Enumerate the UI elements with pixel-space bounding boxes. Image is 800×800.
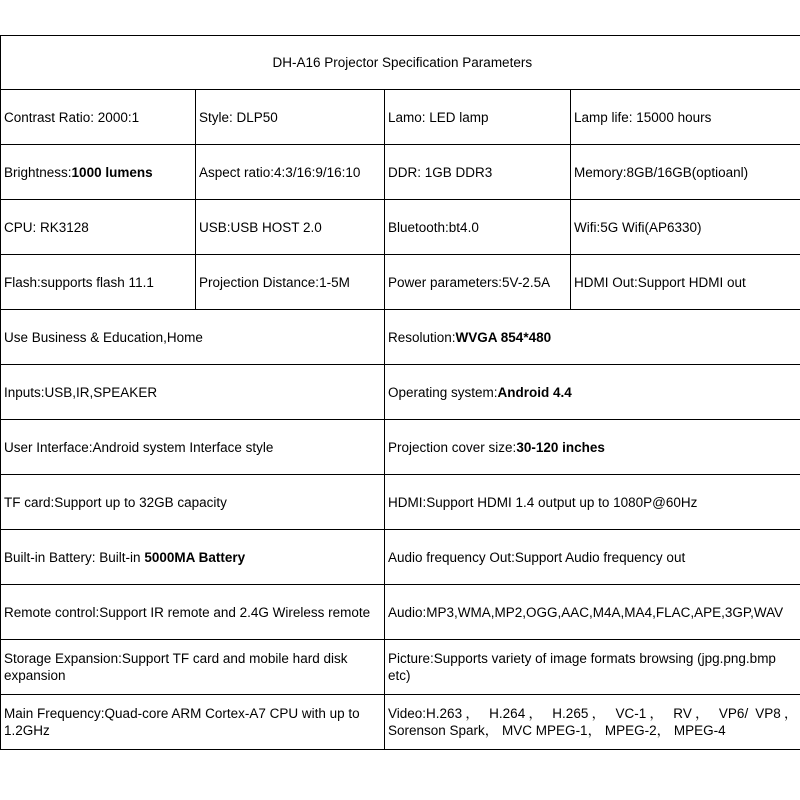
spec-label: Remote control:	[4, 604, 100, 620]
spec-label: Picture:	[388, 651, 434, 666]
spec-lamp-life	[571, 90, 800, 145]
spec-wifi	[571, 200, 800, 255]
spec-value: Support IR remote and 2.4G Wireless remote	[99, 604, 371, 620]
spec-brightness	[1, 145, 196, 200]
spec-label: Wifi:	[574, 219, 601, 235]
spec-value: 4:3/16:9/16:10	[274, 164, 361, 180]
spec-aspect-ratio	[196, 145, 385, 200]
spec-value: USB,IR,SPEAKER	[44, 384, 158, 400]
spec-value: DLP50	[236, 109, 278, 125]
spec-label: Bluetooth:	[388, 219, 449, 235]
spec-label: USB:	[199, 219, 231, 235]
spec-value: Support HDMI 1.4 output up to 1080P@60Hz	[426, 494, 698, 510]
spec-label: Storage Expansion:	[4, 651, 122, 666]
spec-value: RK3128	[40, 219, 89, 235]
spec-value: 1-5M	[319, 274, 350, 290]
spec-power	[385, 255, 571, 310]
spec-value: 15000 hours	[636, 109, 712, 125]
spec-contrast-ratio	[1, 90, 196, 145]
spec-label: Inputs:	[4, 384, 45, 400]
spec-audio-out	[385, 530, 800, 585]
spec-resolution	[385, 310, 800, 365]
spec-audio	[385, 585, 800, 640]
spec-use	[1, 310, 385, 365]
spec-label: HDMI Out:	[574, 274, 638, 290]
spec-user-interface	[1, 420, 385, 475]
spec-projection-distance	[196, 255, 385, 310]
spec-tf-card	[1, 475, 385, 530]
table-row	[1, 145, 800, 200]
spec-value: WVGA 854*480	[455, 329, 552, 345]
spec-label: Contrast Ratio:	[4, 109, 98, 125]
spec-picture	[385, 640, 800, 695]
spec-value: 5V-2.5A	[502, 274, 551, 290]
spec-label: Lamo:	[388, 109, 430, 125]
spec-value: 5000MA Battery	[144, 549, 246, 565]
spec-value: H.263， H.264， H.265， VC-1， RV， VP6/ VP8， Sorenson Spark， MVC MPEG-1， MPEG-2， MPEG-4	[388, 706, 798, 738]
table-row	[1, 200, 800, 255]
spec-label: Memory:	[574, 164, 627, 180]
spec-usb	[196, 200, 385, 255]
spec-style	[196, 90, 385, 145]
spec-label: Use	[4, 329, 32, 345]
title-row	[1, 36, 800, 90]
spec-value: Support HDMI out	[637, 274, 746, 290]
spec-label: Style:	[199, 109, 237, 125]
table-row	[1, 585, 800, 640]
spec-flash	[1, 255, 196, 310]
spec-value: Supports variety of image formats browsing (jpg.png.bmp etc)	[388, 651, 776, 683]
spec-storage-expansion	[1, 640, 385, 695]
spec-bluetooth	[385, 200, 571, 255]
spec-label: Flash:	[4, 274, 41, 290]
table-row	[1, 695, 800, 750]
spec-value: Support TF card and mobile hard disk expansion	[4, 651, 348, 683]
spec-label: Built-in Battery: Built-in	[4, 549, 145, 565]
spec-value: Android 4.4	[497, 384, 572, 400]
spec-value: Android system Interface style	[92, 439, 274, 455]
spec-label: Operating system:	[388, 384, 498, 400]
spec-label: HDMI:	[388, 494, 427, 510]
spec-label: DDR:	[388, 164, 425, 180]
spec-label: Resolution:	[388, 329, 456, 345]
spec-label: Audio frequency Out:	[388, 549, 515, 565]
spec-battery	[1, 530, 385, 585]
spec-value: Support up to 32GB capacity	[54, 494, 227, 510]
table-row	[1, 365, 800, 420]
spec-label: User Interface:	[4, 439, 93, 455]
spec-value: 5G Wifi(AP6330)	[600, 219, 702, 235]
spec-value: supports flash 11.1	[40, 274, 154, 290]
spec-table	[0, 35, 800, 750]
spec-remote-control	[1, 585, 385, 640]
spec-cpu	[1, 200, 196, 255]
table-row	[1, 420, 800, 475]
spec-label: Projection cover size:	[388, 439, 517, 455]
spec-hdmi-out	[571, 255, 800, 310]
spec-value: LED lamp	[429, 109, 489, 125]
spec-label: Lamp life:	[574, 109, 637, 125]
spec-hdmi	[385, 475, 800, 530]
spec-value: 1000 lumens	[71, 164, 153, 180]
spec-label: Audio:	[388, 604, 427, 620]
table-row	[1, 530, 800, 585]
table-row	[1, 310, 800, 365]
spec-value: 8GB/16GB(optioanl)	[626, 164, 749, 180]
table-title: DH-A16 Projector Specification Parameters	[1, 36, 800, 90]
spec-label: CPU:	[4, 219, 41, 235]
spec-value: Business & Education,Home	[31, 329, 203, 345]
spec-main-frequency	[1, 695, 385, 750]
table-row	[1, 255, 800, 310]
table-row	[1, 475, 800, 530]
spec-label: Aspect ratio:	[199, 164, 275, 180]
spec-value: Quad-core ARM Cortex-A7 CPU with up to 1.2GHz	[4, 706, 360, 738]
spec-label: Projection Distance:	[199, 274, 320, 290]
spec-label: Brightness:	[4, 164, 72, 180]
spec-ddr	[385, 145, 571, 200]
spec-memory	[571, 145, 800, 200]
spec-label: Main Frequency:	[4, 706, 105, 721]
table-row	[1, 640, 800, 695]
spec-projection-cover-size	[385, 420, 800, 475]
spec-label: Power parameters:	[388, 274, 503, 290]
spec-value: 30-120 inches	[516, 439, 605, 455]
table-row	[1, 90, 800, 145]
spec-value: MP3,WMA,MP2,OGG,AAC,M4A,MA4,FLAC,APE,3GP,WAV	[426, 604, 784, 620]
spec-value: 2000:1	[97, 109, 140, 125]
spec-operating-system	[385, 365, 800, 420]
spec-value: Support Audio frequency out	[514, 549, 686, 565]
spec-value: bt4.0	[448, 219, 479, 235]
spec-inputs	[1, 365, 385, 420]
spec-lamp	[385, 90, 571, 145]
spec-video	[385, 695, 800, 750]
spec-label: Video:	[388, 706, 427, 721]
spec-value: USB HOST 2.0	[230, 219, 322, 235]
spec-value: 1GB DDR3	[424, 164, 493, 180]
spec-label: TF card:	[4, 494, 55, 510]
